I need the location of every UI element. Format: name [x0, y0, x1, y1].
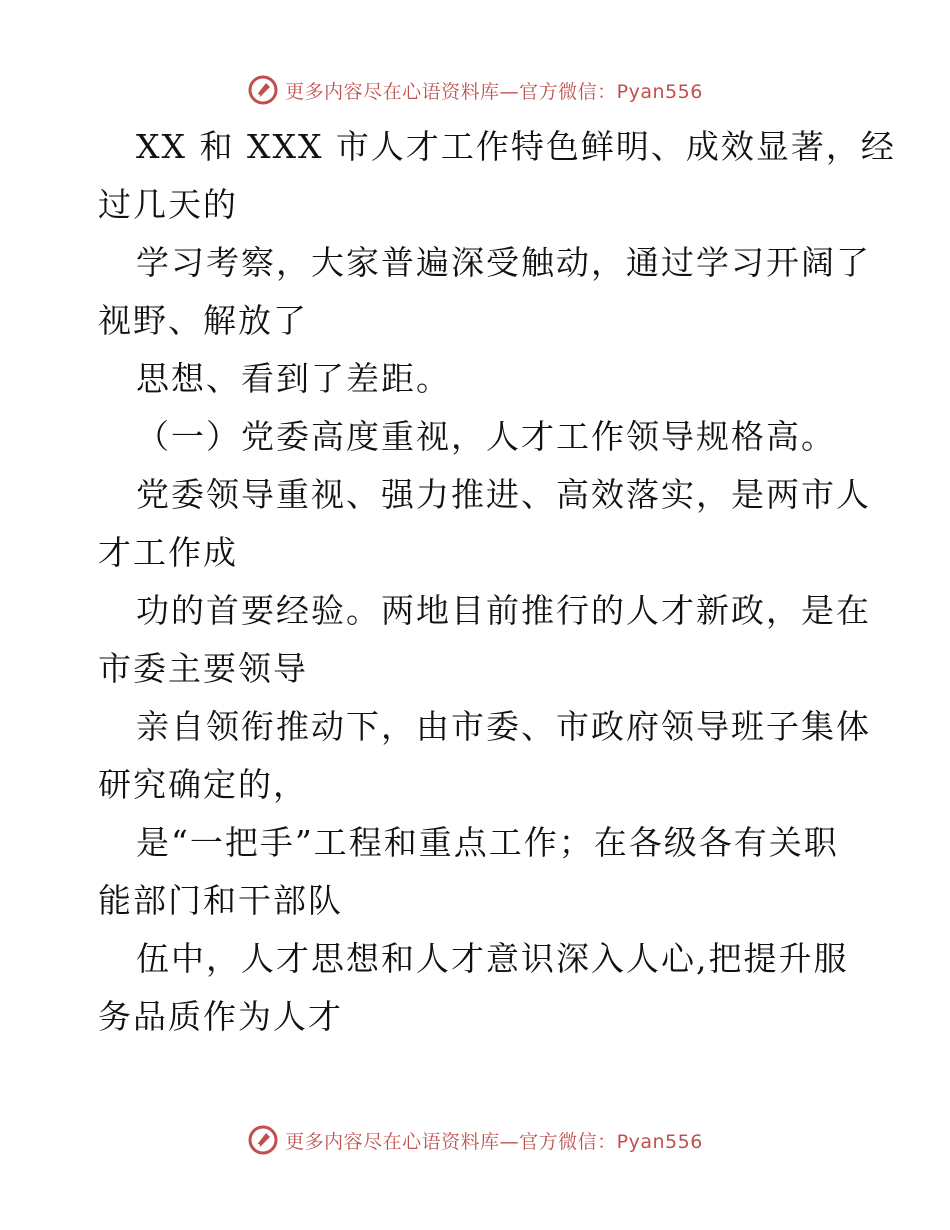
text-line: 党委领导重视、强力推进、高效落实，是两市人 [136, 475, 871, 514]
pen-nib-icon [247, 1124, 279, 1156]
header-banner [0, 70, 950, 110]
text-line: 亲自领衔推动下，由市委、市政府领导班子集体 [136, 707, 871, 746]
banner-text: 更多内容尽在心语资料库—官方微信：Pyan556 [285, 80, 703, 103]
pen-nib-icon [247, 74, 279, 106]
text-line: 才工作成 [98, 533, 238, 572]
text-line: 思想、看到了差距。 [136, 359, 451, 398]
section-heading: （一）党委高度重视，人才工作领导规格高。 [136, 417, 836, 456]
wechat-account: Pyan556 [616, 80, 703, 103]
text-line: 过几天的 [98, 185, 238, 224]
text-line: 市委主要领导 [98, 649, 308, 688]
text-line: XX 和 XXX 市人才工作特色鲜明、成效显著，经 [136, 127, 896, 166]
text-line: 伍中，人才思想和人才意识深入人心,把提升服 [136, 939, 849, 978]
document-body [98, 118, 896, 1046]
banner-text: 更多内容尽在心语资料库—官方微信：Pyan556 [285, 1130, 703, 1153]
text-line: 能部门和干部队 [98, 881, 343, 920]
text-line: 视野、解放了 [98, 301, 308, 340]
text-line: 学习考察，大家普遍深受触动，通过学习开阔了 [136, 243, 871, 282]
text-line: 务品质作为人才 [98, 997, 343, 1036]
footer-banner [0, 1120, 950, 1160]
wechat-account: Pyan556 [616, 1130, 703, 1153]
text-line: 是“一把手”工程和重点工作；在各级各有关职 [136, 823, 839, 862]
text-line: 研究确定的， [98, 765, 308, 804]
text-line: 功的首要经验。两地目前推行的人才新政，是在 [136, 591, 871, 630]
